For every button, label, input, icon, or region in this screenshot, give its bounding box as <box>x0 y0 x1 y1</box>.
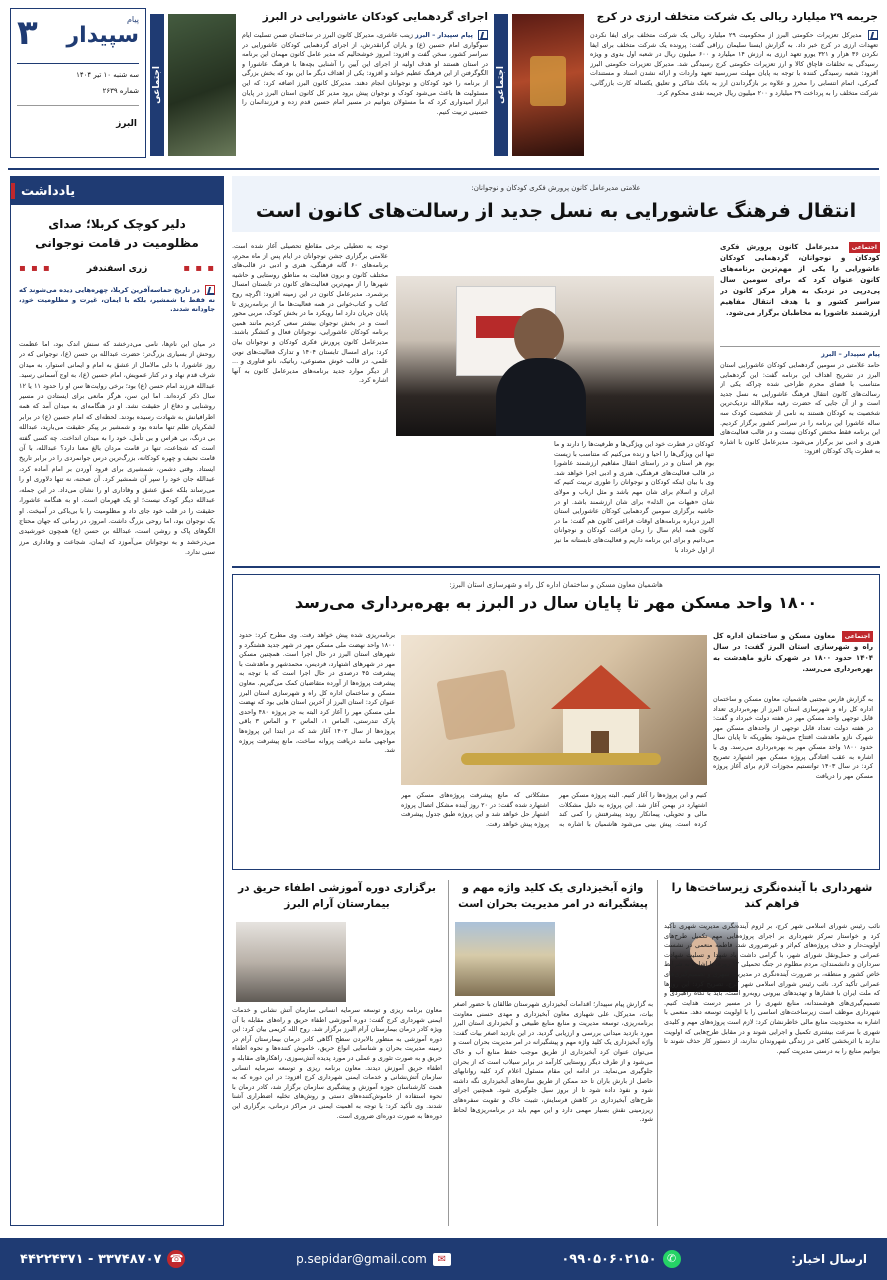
decor-dashes: ▪ ▪ ▪ <box>183 263 215 274</box>
feature-title: انتقال فرهنگ عاشورایی به نسل جدید از رسالت‌های کانون است <box>232 196 880 232</box>
housing-body-left: برنامه‌ریزی شده پیش خواهد رفت. وی مطرح کرد: حدود ۱۸۰۰ واحد نهضت ملی مسکن مهر در شهر جدید هشتگرد و شهرهای استان البرز در حال اجرا است. همچنین مسکن مهر در شهرهای اشتهارد، فردیس، محمدشهر و ماهدشت با پیشرفت ۴۵ درصدی در حال اجرا است که با توجه به پیشرفت پروژه‌ها از آورده متقاضیان کمک می‌گیریم. معاون مسکن و ساختمان اداره کل راه و شهرسازی استان البرز عنوان کرد: استان البرز از آخرین استان هایی بود که نهضت ملی مسکن مهر را آغاز کرد البته به جز پروژه ۴۸۰ واحدی پارک تندرستی، الماس ۱، الماس ۲ و الماس ۳ باقی پروژه‌ها از سال ۱۴۰۲ آغاز شد که در ابتدا این پروژه‌ها مواجهی مانند دریافت پروانه ساخت، مانع پیشرفت پروژه شد. <box>239 631 395 755</box>
section-tab-right: اجتماعی <box>494 14 508 156</box>
edit-icon <box>868 30 878 40</box>
phone-numbers[interactable]: ۳۳۷۴۸۷۰۷ - ۴۴۲۲۴۳۷۱ <box>20 1251 162 1267</box>
lead-source: پیام سپیدار – البرز <box>414 31 473 39</box>
email-address[interactable]: p.sepidar@gmail.com <box>296 1252 427 1266</box>
housing-kicker: هاشمیان معاون مسکن و ساختمان اداره کل راه و شهرسازی استان البرز: <box>449 581 663 589</box>
article-fine <box>590 10 878 160</box>
article-body: به گزارش پیام سپیدار؛ اقدامات آبخیزداری شهرستان طالقان با حضور اصغر بیات، مدیرکل، علی شهبازی معاون آبخیزداری و مهدی حسنی معاونت برنامه‌ریزی، توسعه مدیریت و منابع منابع طبیعی و آبخیزداری استان البرز مورد بازدید میدانی بررسی و ارزیابی گردید. در این بازدید اصغر بیات گفت: واژه آبخیزداری یک کلید واژه مهم و پیشگیرانه در امر مدیریت بحران است و می‌توان عنوان کرد آبخیزداری از طریق موجب حفظ منابع آب و خاک می‌شود و از طرف دیگر روستایی کارآمد در برابر سیلاب است که از بحران جلوگیری می‌نماید. در ادامه این مقام مسئول اعلام کرد کلیه روانابهای حاصل از بارش باران تا حد ممکن از طریق سازه‌های آبخیزداری نگه داشته شود و نفوذ داده شود تا از بروز سیل جلوگیری شود. همچنین اجرای طرح‌های آبخیزداری در کاهش فرسایش، تثبیت خاک و تقویت سفره‌های زیرزمینی نقش بسیار مهمی دارد و این مهم باید در برنامه‌ریزی‌ها لحاظ شود. <box>453 1000 653 1124</box>
logo-small: پیام <box>126 15 139 24</box>
bottom-col-municipality <box>664 880 880 1226</box>
photo-fine <box>512 14 584 156</box>
article-title: جریمه ۲۹ میلیارد ریالی یک شرکت متخلف ارزی در کرج <box>596 11 878 23</box>
whatsapp-number[interactable]: ۰۹۹۰۵۰۶۰۲۱۵۰ <box>561 1251 657 1267</box>
photo-kids-gathering <box>168 14 236 156</box>
article-title: برگزاری دوره آموزشی اطفاء حریق در بیمارستان آرام البرز <box>238 882 436 910</box>
article-title: شهرداری با آینده‌نگری زیرساخت‌ها را فراهم کند <box>671 881 873 910</box>
issue-line: شماره ۲۶۳۹ <box>102 87 139 95</box>
email-icon: ✉ <box>433 1253 451 1266</box>
article-body: مدیرکل تعزیرات حکومتی البرز از محکومیت ۲۹ میلیارد ریالی یک شرکت متخلف برای ایفا نکردن تعهدات ارزی در کرج خبر داد. به گزارش ایسنا سلیمان رزاقی گفت: پرونده یک شرکت متخلف برای ایفا نکردن ۳۶ هزار و ۳۲۱ یورو تعهد ارزی به ارزش ۱۴ میلیارد و ۶۰۰ میلیون ریال در شعبه اول بدوی و ویژه رسیدگی به تخلفات قاچاق کالا و ارز تعزیرات حکومتی کرج رسیدگی شد. مدیرکل تعزیرات حکومتی البرز افزود: شعبه رسیدگی کننده با توجه به پایان مهلت سررسید تعهد واردات و ارائه نشدن اسناد و مستندات گمرکی، اتمام انتسابی را محرز و علاوه بر بازگرداندن ارز به بانک شاکی و تعلیق یکساله کارت بازرگانی، شرکت متخلف را به پرداخت ۲۹ میلیارد و ۲۰۰ میلیون ریال جریمه نقدی محکوم کرد. <box>590 31 878 97</box>
send-news-label: ارسال اخبار: <box>791 1252 867 1266</box>
edit-icon <box>478 30 488 40</box>
page-number: ۳ <box>17 13 38 53</box>
edit-icon <box>205 285 215 295</box>
top-strip <box>0 0 887 168</box>
logo-big: سپیدار <box>66 23 139 48</box>
top-divider <box>8 168 879 170</box>
feature-article <box>232 176 880 564</box>
editorial-column <box>10 176 224 1226</box>
editorial-lead: در تاریخ حماسه‌آفرین کربلا، چهره‌هایی دیده می‌شوند که نه فقط با شمشیر، بلکه با ایمان، غیرت و مظلومیت خود، جاودانه شدند. <box>19 286 215 314</box>
whatsapp-icon: ✆ <box>663 1250 681 1268</box>
photo-speaker <box>396 276 714 436</box>
feature-body-left: توجه به تعطیلی برخی مقاطع تحصیلی آغاز شده است. علامتی برگزاری جشن نوجوانان در ایام پس از ماه محرم، برنامه‌های ۶۰ گانه فرهنگی، هنری و ادبی در قالب‌های مختلف کانون و برون فعالیت به مناطق روستایی و حاشیه شهرها را از مهم‌ترین فعالیت‌های کانون در تابستان امسال برشمرد. مدیرعامل کانون در این زمینه افزود: اگرچه روح کتاب و کتاب‌خوانی در همه فعالیت‌ها ما از برنامه‌ریزی تا پایان جریان دارد اما رویکرد ما در بخش کودک، مربی محور است و در بخش نوجوان بیشتر سعی کردیم مانند همین برنامه کودکان عاشورایی، نوجوانان فعال و کنشگر باشند. مدیرعامل کانون پرورش فکری کودکان و نوجوانان بیان کرد: برای امسال تابستان ۱۴۰۴ و تدارک فعالیت‌های نوین علمی، در قالب خوش مصنوعی، رباتیک، نانو فناوری و ... از دیگر موارد جدید برنامه‌های مدیرعامل کانون به آنها اشاره کرد. <box>232 242 388 385</box>
feature-body-mid: کودکان در فطرت خود این ویژگی‌ها و ظرفیت‌ها را دارند و ما تنها این ویژگی‌ها را احیا و زنده می‌کنیم که متناسب با زیست بوم هر استان و در راستای انتقال مفاهیم ارزشمند عاشورا در قالب فعالیت‌های فرهنگی، هنری و ادبی اجرا خواهد شد. وی با بیان اینکه کودکان و نوجوانان را طوری تربیت کنیم که ایران و اسلام برای شان مهم باشد و مثل ارباب و مولای شان «هیهات من الذله» برای شان ارزشمند باشد. او در حاشیه برگزاری سومین گردهمایی کودکان عاشورایی استان البرز درباره برنامه‌های اوقات فراغتی کانون هم گفت: ما در کانون همه ایام سال را زمان فراغت کودکان و نوجوانان می‌دانیم و برای این برنامه داریم و فعالیت‌های تابستانه ما نیز از اول خرداد با <box>554 440 714 554</box>
logo <box>66 15 139 48</box>
article-title: اجرای گردهمایی کودکان عاشورایی در البرز <box>262 11 488 23</box>
editorial-title: دلیر کوچک کربلا؛ صدای مظلومیت در قامت نوجوانی <box>35 217 199 250</box>
editorial-body: در میان این نام‌ها، نامی می‌درخشد که سنش اندک بود، اما عظمت روحش از بسیاری بزرگ‌تر: حضرت عبدالله بن حسن (ع)، نوجوانی که در روز عاشورا، با دلی مالامال از عشق به امام و ایمانی استوار، به میدان شرف قدم نهاد و در کنار عمویش، امام حسین (ع)، به اوج آسمانی رسید. عبدالله فرزند امام حسن (ع) بود؛ برخی روایت‌ها سن او را حدود ۱۱ یا ۱۲ سال ذکر کرده‌اند. اما این سن، هرگز مانعی برای ایستادن در مسیر روشنایی و دفاع از حقیقت نشد. او در هنگامه‌ای به میدان آمد که همه اطرافیانش به شهادت رسیده بودند. لحظه‌ای که امام حسین (ع) در برابر لشکریان ظلم تنها مانده بود و شمشیر بر پیکر حقیقت می‌بارید، عبدالله بی درنگ، بی هراس و بی تأمل، خود را به میدان انداخت. چه کسی گفته است که شجاعت، تنها در قامت مردان بالغ معنا دارد؟ عبدالله، با آن قامت نحیف و چهره کودکانه، بزرگ‌ترین درس جوانمردی را در برابر تاریخ ایستاد. وقتی دشمن، شمشیری برای فرود آوردن بر امام آماده کرد، عبدالله جان خود را سپر آن شمشیر کرد. آن صحنه، نه تنها دلاوری او را می‌رساند بلکه عمق عشق و وفاداری او را نشان می‌داد. در این جمله، عبدالله دیگر کودک نیست؛ او یک قهرمان است. او به هنگامه عاشورا، حقیقت را در قلب خود جای داد و مظلومیت را با بی‌باکی در آمیخت. او یک نوجوان بود، اما روحی بزرگ داشت. امروز، در زمانی که جهان محتاج الگوهای پاک و روشن است، عبدالله بن حسن (ع) همچون خورشیدی می‌درخشد و به نوجوانان می‌آموزد که ایمان، شجاعت و وفاداری مرز سنی ندارد. <box>19 340 215 557</box>
editorial-label-bar <box>11 177 223 205</box>
photo-fire-training <box>236 922 346 1002</box>
feature-body-right: حامد علامتی در سومین گردهمایی کودکان عاشورایی استان البرز در تشریح اهداف این برنامه گفت: این گردهمایی متناسب با فضای محرم طراحی شده چراکه یکی از رسالت‌های کانون انتقال فرهنگ عاشورایی به نسل جدید است و از آن جایی که حضرت رقیه سلام‌الله نزدیک‌ترین شخصیت به کودکان هستند به نامی از شخصیت کودک سه ساله عاشورا این برنامه را در سراسر کشور برگزار کردیم. این برنامه فقط مختص کودکان نیست و در قالب فعالیت‌های هنری و ادبی نیز برگزار می‌شود. مدیرعامل کانون با اشاره به فطرت پاک کودکان افزود: <box>720 361 880 456</box>
phone-icon: ☎ <box>167 1250 185 1268</box>
date-line: سه شنبه ۱۰ تیر ۱۴۰۴ <box>76 71 139 79</box>
decor-dashes: ▪ ▪ ▪ <box>19 263 51 274</box>
housing-body-right: به گزارش فارس مجتبی هاشمیان، معاون مسکن و ساختمان اداره کل راه و شهرسازی استان البرز از بهره‌برداری تعداد قابل توجهی واحد مسکن مهر در هفته دولت خبرداد و گفت: در هفته دولت تعداد قابل توجهی از واحدهای مسکن مهر شهرک نازو ماهدشت افتتاح می‌شود بطوریکه تا پایان سال حدود ۱۸۰۰ واحد مسکن مهر به بهره‌برداری می‌رسد. وی با اشاره به عقب افتادگی پروژه مسکن مهر اشتهارد تصریح کرد: در سال ۱۴۰۳ توانستیم مجوزات لازم برای آغاز پروژه مسکن مهر را دریافت <box>713 695 873 780</box>
editorial-author: زری اسفندفر <box>86 263 148 274</box>
article-body: زینب عاشری، مدیرکل کانون البرز در ساختمان ضمن تسلیت ایام سوگواری امام حسین (ع) و یاران گرانقدرش، از اجرای گردهمایی کودکان عاشورایی در سراسر کشور، سخن گفت و افزود: امروز خوشحالیم که مدیر عامل کانون مهمان این برنامه در استان هستند او هدف اولیه از اجرای این آیین را آشنایی بچه‌ها با فرهنگ عاشورا و الگوگرفتن از این فرهنگ عظیم خواند و افزود: یکی از اهداف دیگر ما این بود که بخش بزرگی از برنامه را خود کودکان و نوجوانان انجام دهند. مدیرکل کانون البرز اضافه کرد: که این مسئولیت ها باعث می‌شود کودک و نوجوان پیش برود مدیر کل کانون استان البرز در پایان ابراز امیدواری کرد که ما مسئولان بتوانیم در مسیر امام حسین قدم زده و فرزندانمان را حسینی تربیت کنیم. <box>242 31 488 116</box>
feature-tag: اجتماعی <box>849 242 880 253</box>
housing-lead: معاون مسکن و ساختمان اداره کل راه و شهرسازی استان البرز گفت: در سال ۱۴۰۴ حدود ۱۸۰۰ در شهرک نازو ماهدشت به بهره‌برداری می‌رسد. <box>713 632 873 673</box>
feature-source: پیام سپیدار – البرز <box>821 350 880 358</box>
region-label: البرز <box>116 119 137 129</box>
housing-body-mid: کنیم و این پروژه‌ها را آغاز کنیم. البته پروژه مسکن مهر اشتهارد در بهمن آغاز شد. این پروژه به دلیل مشکلات مالی و تحویلی، پیمانکار روند پیشرفتش را کمی کند کرده است. پیش بینی می‌شود هاشمیان با اشاره به مشکلاتی که مانع پیشرفت پروژه‌های مسکن مهر اشتهارد شده گفت: در ۲۰ روز آینده مشکل اتصال پروژه اشتهار حل خواهد شد و این پروژه طبق جدول پیشرفت پروژه پیش خواهد رفت. <box>401 791 707 828</box>
bottom-col-watershed <box>448 880 658 1226</box>
housing-article <box>232 574 880 870</box>
masthead <box>10 8 146 158</box>
photo-field-visit <box>455 922 555 996</box>
housing-tag: اجتماعی <box>842 631 873 642</box>
footer-bar <box>0 1238 887 1280</box>
bottom-col-fire <box>232 880 442 1226</box>
housing-title: ۱۸۰۰ واحد مسکن مهر تا پایان سال در البرز به بهره‌برداری می‌رسد <box>294 593 818 612</box>
section-tab-left: اجتماعی <box>150 14 164 156</box>
article-kids-gathering <box>242 10 488 160</box>
feature-kicker: علامتی مدیرعامل کانون پرورش فکری کودکان و نوجوانان: <box>232 176 880 196</box>
feature-lead: مدیرعامل کانون پرورش فکری کودکان و نوجوانان، گردهمایی کودکان عاشورایی را یکی از مهم‌ترین برنامه‌های کانون عنوان کرد که برای سومین سال پی‌درپی در نزدیک به هزار مرکز کانون در سراسر کشور و با هدف انتقال مفاهیم ارزشمند عاشورا به مخاطبان برگزار می‌شود. <box>720 243 880 317</box>
photo-house-model <box>401 635 707 785</box>
article-body: معاون برنامه ریزی و توسعه سرمایه انسانی سازمان آتش نشانی و خدمات ایمنی شهرداری کرج گفت: دوره آموزشی اطفاء حریق و راه‌های مقابله با آن ویژه کادر درمان بیمارستان آرام البرز برگزار شد. روح الله کریمی بیان کرد: این دوره آموزشی به منظور بالابردن سطح آگاهی کادر درمان بیمارستان آرام در زمینه مدیریت بحران و شناسایی انواع حریق، خاموش کننده‌ها و نحوه اطفاء حریق و به صورت تئوری و عملی در مورد پدیده آتش‌سوزی، راهکارهای مقابله و اطفاء حریق آموزش دیدند. معاون برنامه ریزی و توسعه سرمایه انسانی سازمان آتش‌نشانی و خدمات ایمنی شهرداری کرج افزود: در این دوره که به همت کارشناسان حوزه آموزش و پیشگیری سازمان برگزار شد، کادر درمان با نحوه استفاده از خاموش‌کننده‌های دستی و روش‌های تخلیه اضطراری آشنا شدند. وی تأکید کرد: با توجه به اهمیت ایمنی در مراکز درمانی، برگزاری این دوره‌ها به صورت دوره‌ای ضروری است. <box>232 1006 442 1120</box>
article-title: واژه آبخیزداری یک کلید واژه مهم و پیشگیرانه در امر مدیریت بحران است <box>458 882 648 910</box>
editorial-label: یادداشت <box>21 183 76 199</box>
article-body: نائب رئیس شورای اسلامی شهر کرج، بر لزوم آینده‌نگری مدیریت شهری تأکید کرد و خواستار تمرکز شهرداری بر اجرای پروژه‌هایی مهم تکمیل طرح‌های اولویت‌دار و حذف پروژه‌های کم‌اثر و غیرضروری شد. فاطمه منعمی در نشست عمرانی و حمل‌ونقل شورای شهر، با گرامی داشت یاد شهدا و تسلیت شهادت سرداران و دانشمندان، مردم مظلوم در جنگ تحمیلی ۱۲ روزه، با اشاره به شرایط خاص کشور و منطقه، بر ضرورت آینده‌نگری در مدیریت شهری و تصمیم‌گیری‌های عمرانی تأکید کرد. نائب رئیس شورای اسلامی شهر کرج، تصریح کرد: این روزها که ملت ایران با فشارها و تهدیدهای بیرونی روبه‌رو است، باید با نگاه راهبردی و تصمیم‌گیری‌های هوشمندانه، منابع شهری را در مسیر درست هدایت کنیم. شهرداری موظف است زیرساخت‌های اساسی را با اولویت توسعه دهد. منعمی با اشاره به محدودیت منابع مالی خاطرنشان کرد: لازم است پروژه‌های مهم و کلیدی شهری با سرعت بیشتری تکمیل و اجرایی شوند و در مقابل طرح‌هایی که اولویت ندارند یا اثربخشی کافی در زندگی شهروندان ندارند، از دستور کار حذف شوند تا بتوانیم منابع را به درستی مدیریت کنیم. <box>664 922 880 1055</box>
